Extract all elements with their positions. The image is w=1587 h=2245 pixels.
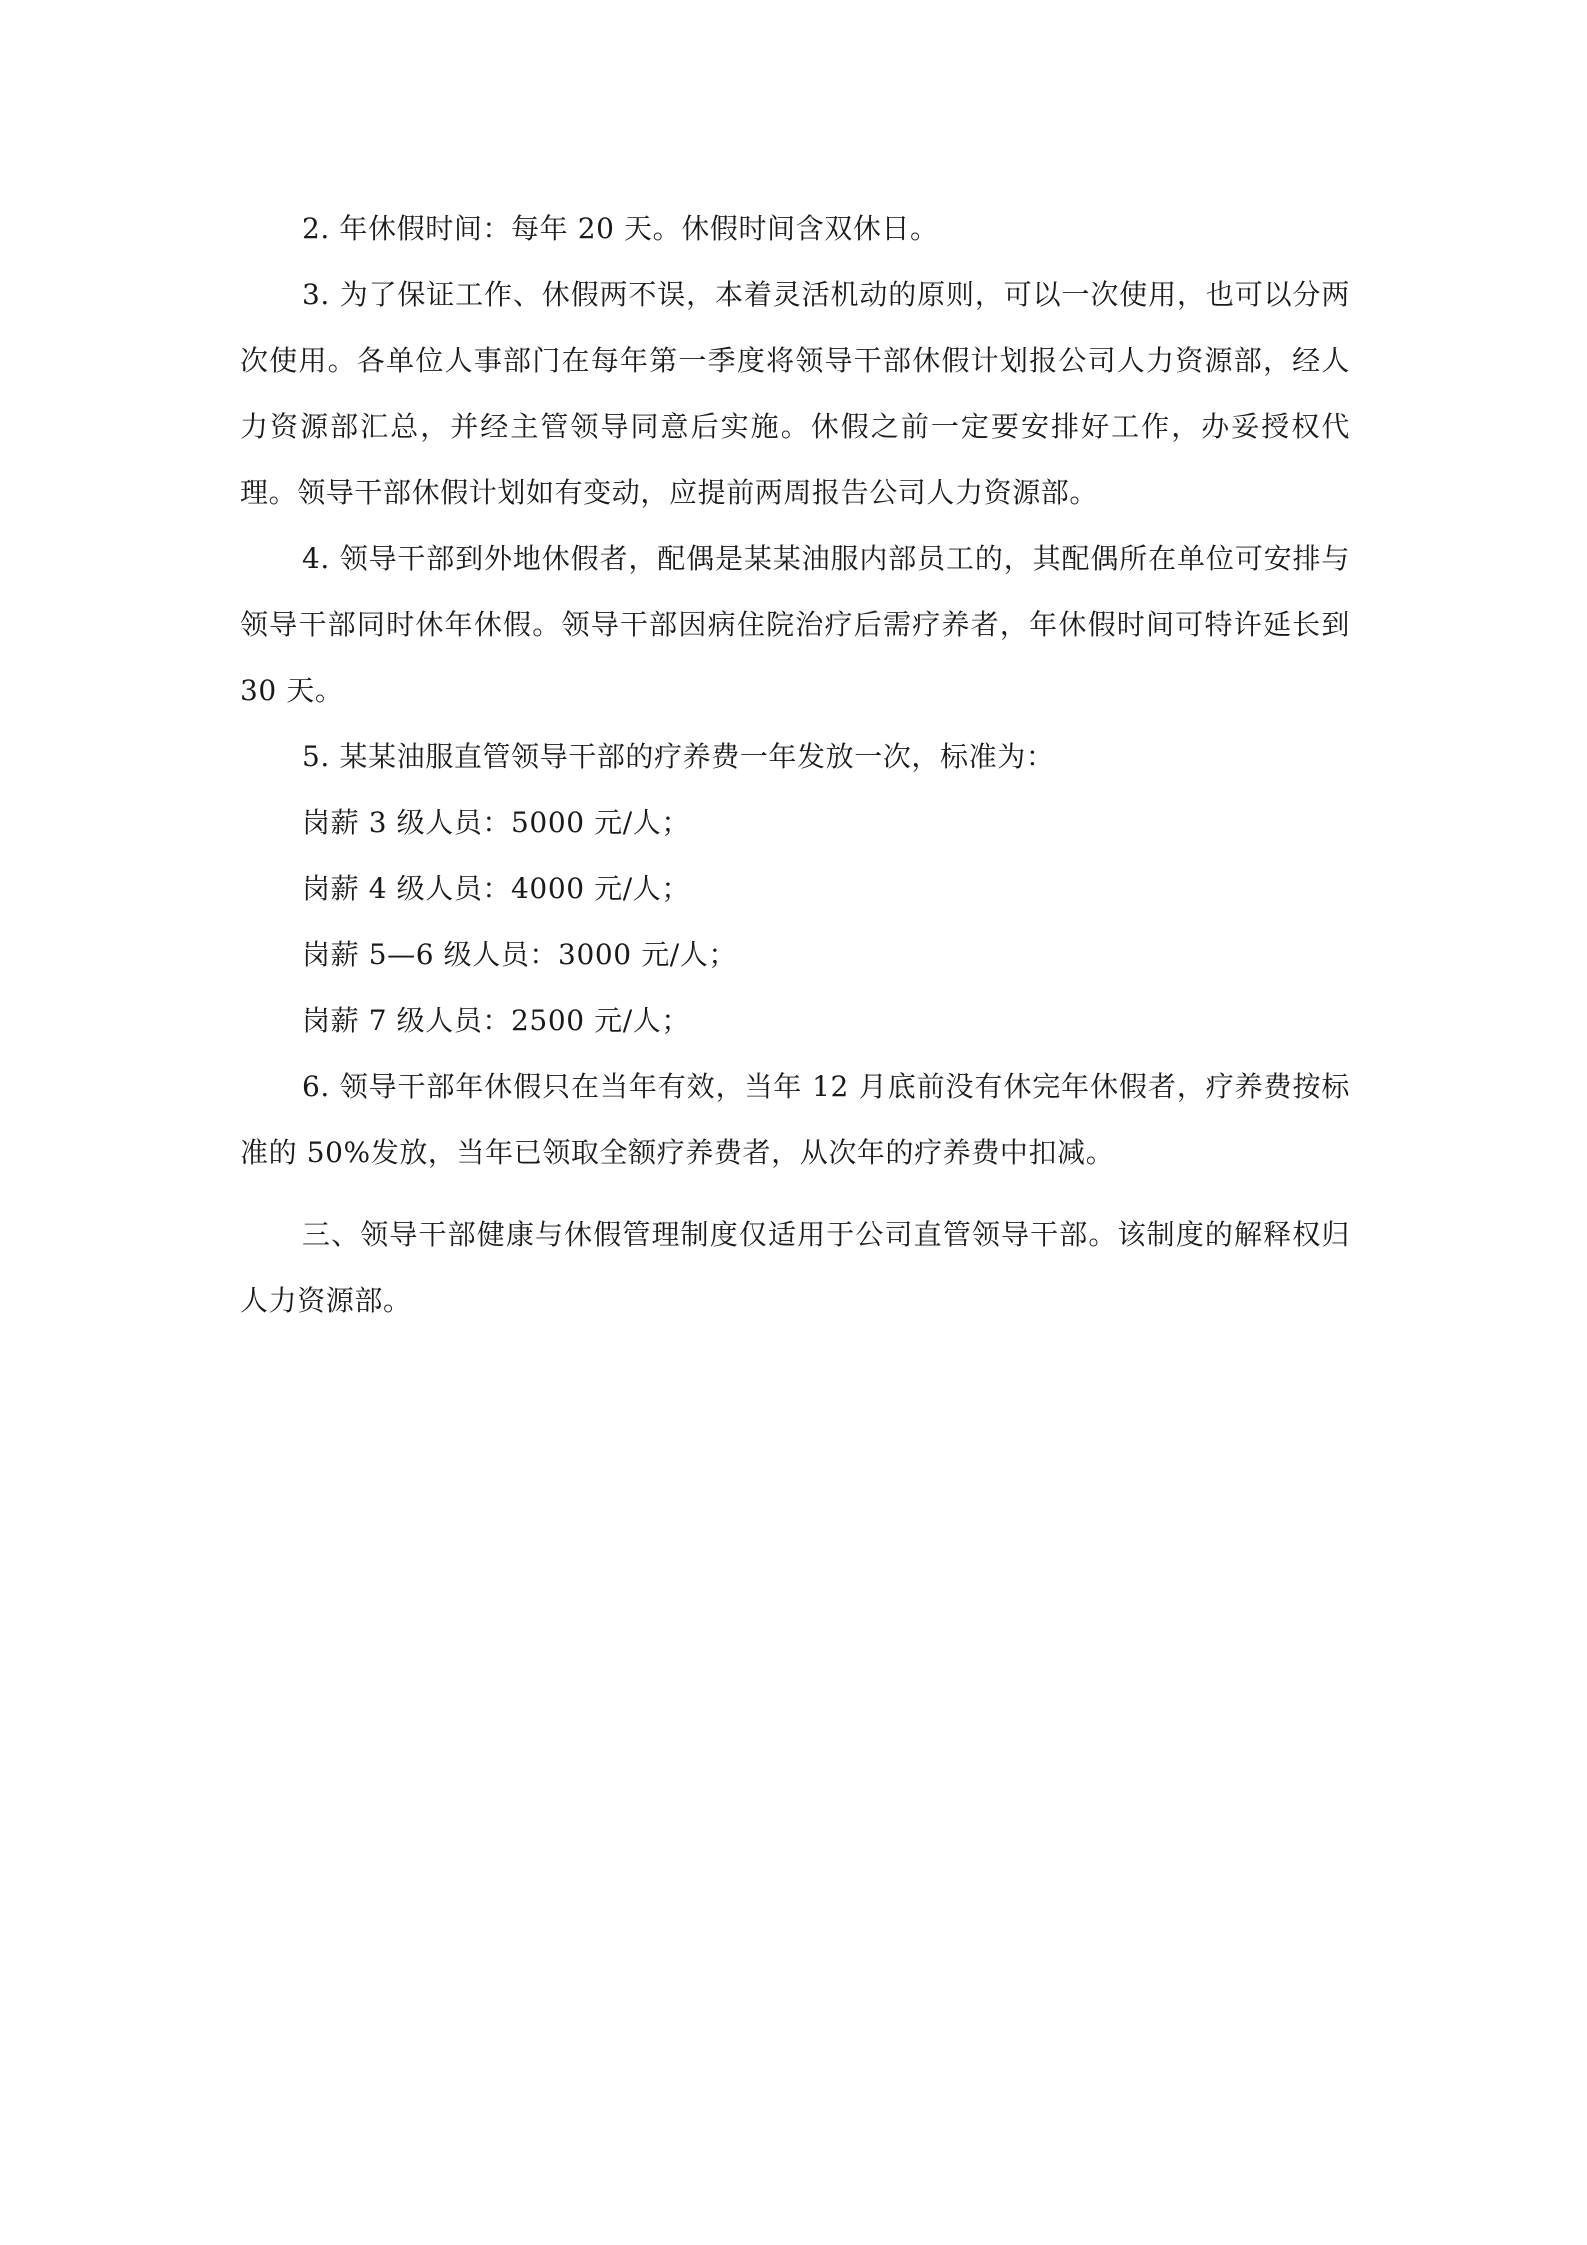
fee-level-4: 岗薪 4 级人员：4000 元/人； xyxy=(302,872,691,905)
paragraph-recuperation-fee: 5. 某某油服直管领导干部的疗养费一年发放一次，标准为： xyxy=(302,740,1055,773)
paragraph-scope-and-interpretation: 三、领导干部健康与休假管理制度仅适用于公司直管领导干部。该制度的解释权归人力资源部。 xyxy=(240,1218,1350,1317)
fee-level-5-6: 岗薪 5—6 级人员：3000 元/人； xyxy=(302,938,738,971)
fee-level-3: 岗薪 3 级人员：5000 元/人； xyxy=(302,806,691,839)
paragraph-leave-validity: 6. 领导干部年休假只在当年有效，当年 12 月底前没有休完年休假者，疗养费按标准的 50%发放，当年已领取全额疗养费者，从次年的疗养费中扣减。 xyxy=(240,1070,1350,1169)
paragraph-annual-leave-duration: 2. 年休假时间：每年 20 天。休假时间含双休日。 xyxy=(302,212,939,245)
paragraph-leave-usage: 3. 为了保证工作、休假两不误，本着灵活机动的原则，可以一次使用，也可以分两次使用。各单位人事部门在每年第一季度将领导干部休假计划报公司人力资源部，经人力资源部汇总，并经主管领导同意后实施。休假之前一定要安排好工作，办妥授权代理。领导干部休假计划如有变动，应提前两周报告公司人力资源部。 xyxy=(240,278,1350,509)
paragraph-spouse-leave: 4. 领导干部到外地休假者，配偶是某某油服内部员工的，其配偶所在单位可安排与领导干部同时休年休假。领导干部因病住院治疗后需疗养者，年休假时间可特许延长到 30 天。 xyxy=(240,542,1350,707)
document-body xyxy=(240,196,1350,1334)
fee-level-7: 岗薪 7 级人员：2500 元/人； xyxy=(302,1004,691,1037)
